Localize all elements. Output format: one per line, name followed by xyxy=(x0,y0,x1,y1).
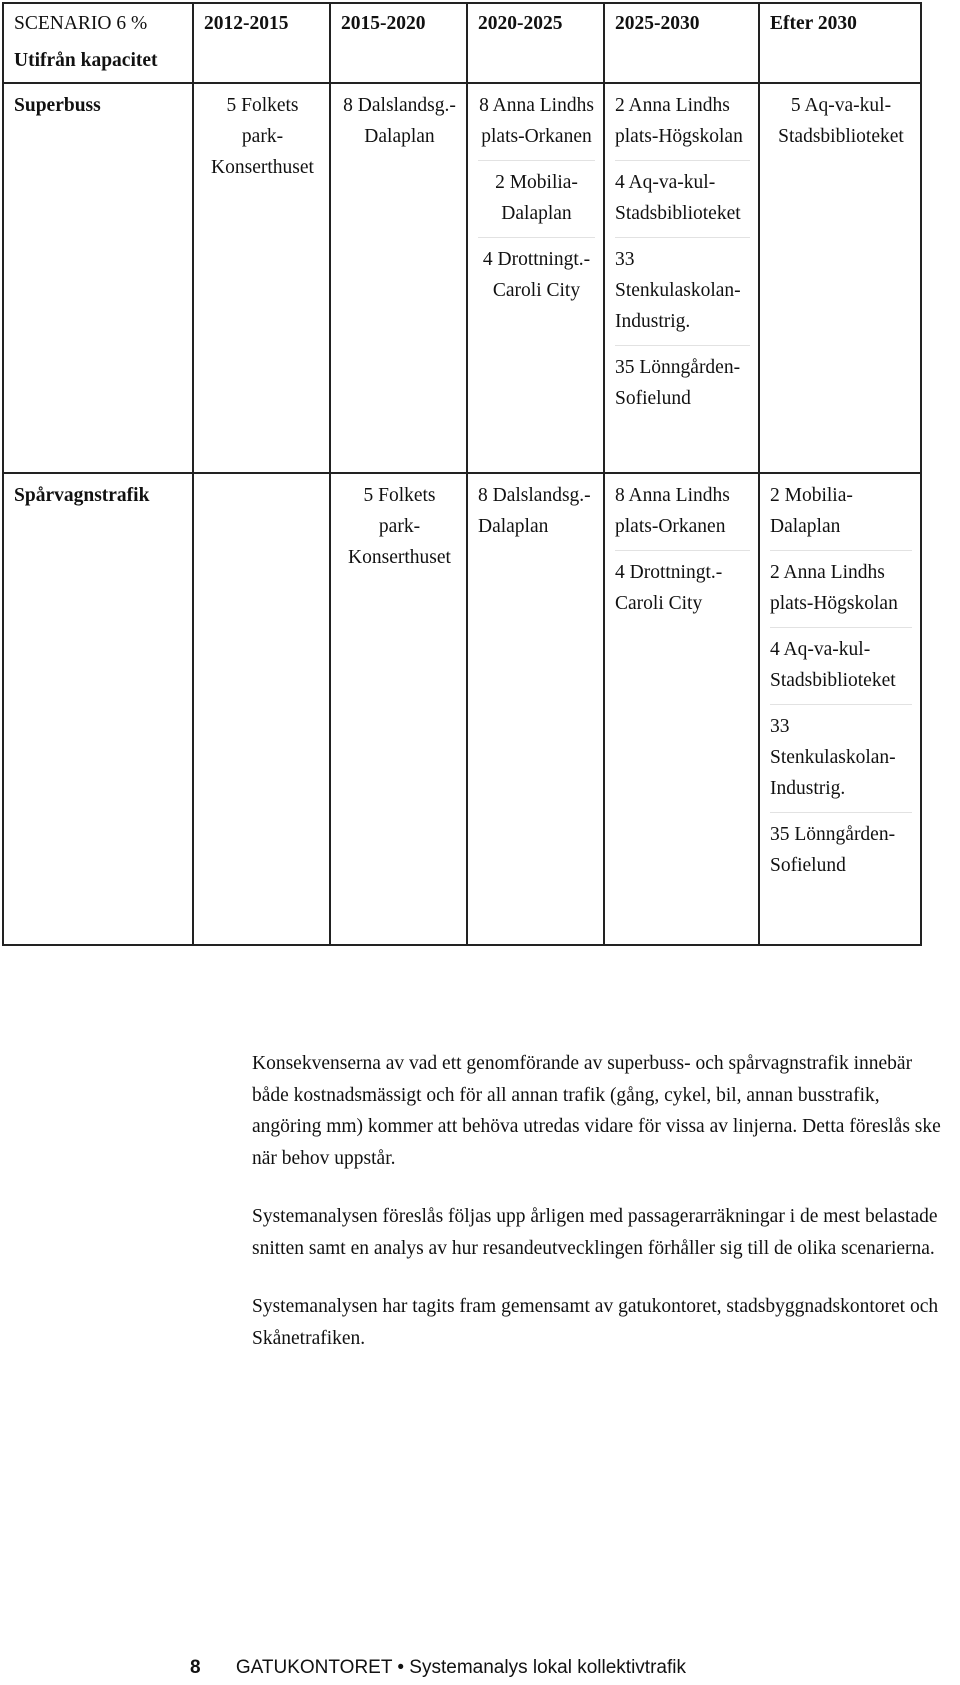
line-entry: 4 Aq-va-kul-Stadsbiblioteket xyxy=(770,634,912,705)
line-entry: 4 Drottningt.-Caroli City xyxy=(482,249,591,301)
table-cell xyxy=(330,473,467,945)
line-entry: 2 Mobilia-Dalaplan xyxy=(770,480,912,551)
scenario-label: SCENARIO 6 % xyxy=(14,13,148,34)
paragraph: Systemanalysen föreslås följas upp årligen med passagerarräkningar i de mest belastade snitten samt en analys av hur resandeutvecklingen förhåller sig till de olika scenarierna. xyxy=(252,1206,938,1259)
line-entry: 35 Lönngården-Sofielund xyxy=(615,357,741,409)
scenario-table xyxy=(2,2,922,946)
table-cell xyxy=(467,473,604,945)
paragraph: Systemanalysen har tagits fram gemensamt av gatukontoret, stadsbyggnadskontoret och Skånetrafiken. xyxy=(252,1296,939,1349)
line-entry: 33 Stenkulaskolan-Industrig. xyxy=(770,711,912,813)
footer-text: GATUKONTORET • Systemanalys lokal kollektivtrafik xyxy=(235,1657,686,1678)
header-scenario-cell xyxy=(3,3,193,83)
header-period: 2020-2025 xyxy=(467,3,604,83)
line-entry: 8 Dalslandsg.-Dalaplan xyxy=(343,95,456,147)
line-entry: 2 Mobilia-Dalaplan xyxy=(478,167,595,238)
paragraph: Konsekvenserna av vad ett genomförande av superbuss- och spårvagnstrafik innebär både kostnadsmässigt och för all annan trafik (gång, cykel, bil, annan busstrafik, angöring mm) kommer att behöva utredas vidare för vissa av linjerna. Detta föreslås ske när behov uppstår. xyxy=(252,1053,941,1169)
table-cell xyxy=(467,83,604,473)
line-entry: 8 Dalslandsg.-Dalaplan xyxy=(478,485,591,537)
table-cell xyxy=(759,473,921,945)
table-row-superbuss xyxy=(3,83,921,473)
page-footer xyxy=(190,1657,686,1679)
table-cell-empty xyxy=(193,473,330,945)
row-label: Superbuss xyxy=(3,83,193,473)
line-entry: 4 Aq-va-kul-Stadsbiblioteket xyxy=(615,167,750,238)
header-period: 2025-2030 xyxy=(604,3,759,83)
line-entry: 2 Anna Lindhs plats-Högskolan xyxy=(770,557,912,628)
table-cell xyxy=(193,83,330,473)
table-cell xyxy=(330,83,467,473)
body-text xyxy=(252,1048,942,1381)
line-entry: 35 Lönngården-Sofielund xyxy=(770,824,896,876)
table-header-row xyxy=(3,3,921,83)
line-entry: 5 Aq-va-kul-Stadsbiblioteket xyxy=(778,95,904,147)
table-cell xyxy=(759,83,921,473)
line-entry: 8 Anna Lindhs plats-Orkanen xyxy=(478,90,595,161)
header-period: Efter 2030 xyxy=(759,3,921,83)
table-cell xyxy=(604,83,759,473)
scenario-subtitle: Utifrån kapacitet xyxy=(14,50,158,71)
line-entry: 33 Stenkulaskolan-Industrig. xyxy=(615,244,750,346)
header-period: 2015-2020 xyxy=(330,3,467,83)
row-label: Spårvagnstrafik xyxy=(3,473,193,945)
header-period: 2012-2015 xyxy=(193,3,330,83)
line-entry: 8 Anna Lindhs plats-Orkanen xyxy=(615,480,750,551)
line-entry: 5 Folkets park-Konserthuset xyxy=(211,95,314,178)
line-entry: 4 Drottningt.-Caroli City xyxy=(615,562,723,614)
table-row-sparvagnstrafik xyxy=(3,473,921,945)
line-entry: 2 Anna Lindhs plats-Högskolan xyxy=(615,90,750,161)
table-cell xyxy=(604,473,759,945)
page-number: 8 xyxy=(190,1657,201,1678)
line-entry: 5 Folkets park-Konserthuset xyxy=(348,485,451,568)
